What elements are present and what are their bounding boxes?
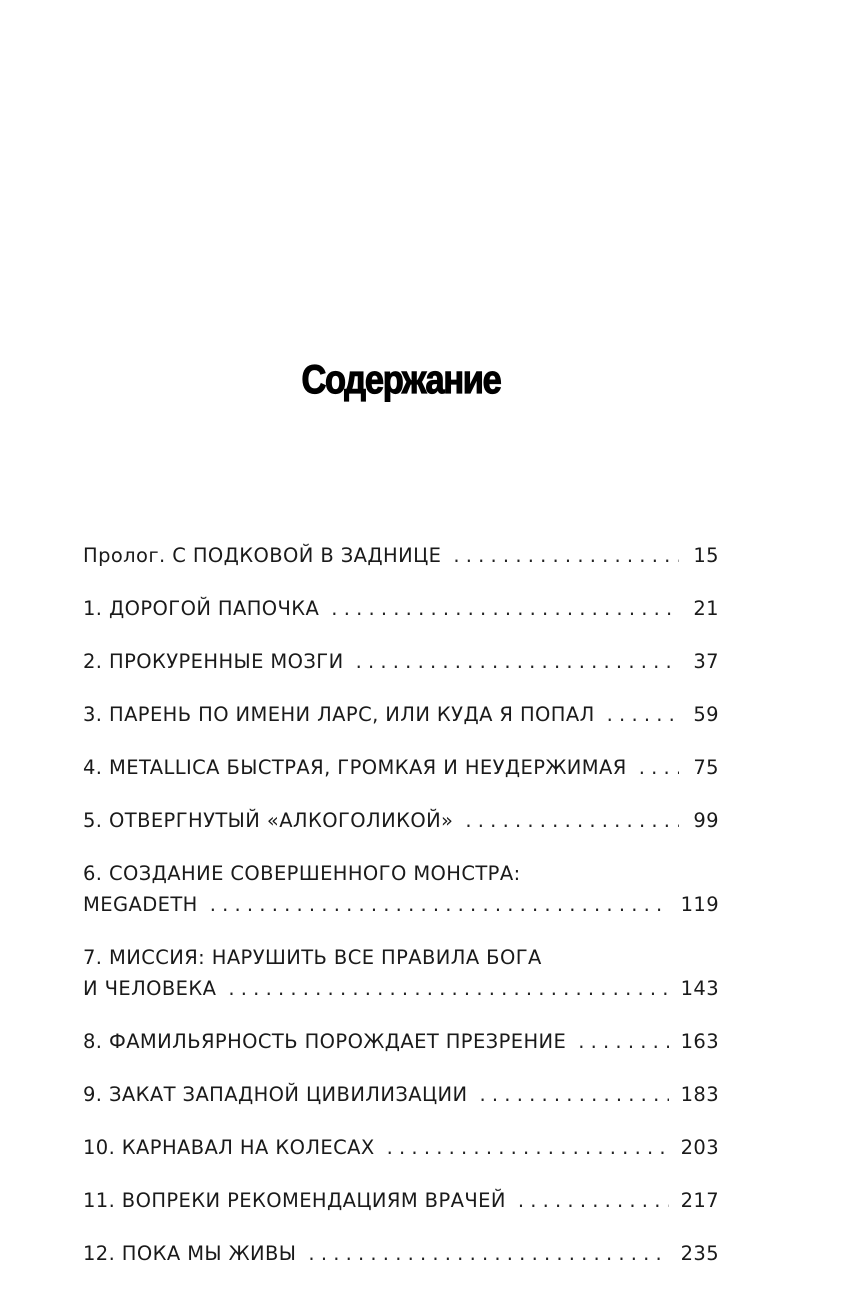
toc-line <box>83 593 719 624</box>
toc-line <box>83 973 719 1004</box>
toc-entry-chapter-3 <box>83 699 719 730</box>
toc-entry-title: 3. ПАРЕНЬ ПО ИМЕНИ ЛАРС, ИЛИ КУДА Я ПОПАЛ <box>83 703 595 726</box>
toc-page-number: 183 <box>680 1083 719 1106</box>
toc-entry-chapter-11 <box>83 1185 719 1216</box>
toc-entry-title: 12. ПОКА МЫ ЖИВЫ <box>83 1242 297 1265</box>
toc-page-number: 21 <box>693 597 719 620</box>
dot-leader <box>578 1026 668 1057</box>
toc-entry-chapter-7 <box>83 942 719 1004</box>
toc-entry-title: 2. ПРОКУРЕННЫЕ МОЗГИ <box>83 650 344 673</box>
dot-leader <box>331 593 679 624</box>
toc-entry-title-line-1: 6. СОЗДАНИЕ СОВЕРШЕННОГО МОНСТРА: <box>83 862 521 885</box>
toc-entry-title-line-1: 7. МИССИЯ: НАРУШИТЬ ВСЕ ПРАВИЛА БОГА <box>83 946 542 969</box>
toc-entry-title: И ЧЕЛОВЕКА <box>83 977 217 1000</box>
toc-entry-chapter-10 <box>83 1132 719 1163</box>
toc-entry-title: 11. ВОПРЕКИ РЕКОМЕНДАЦИЯМ ВРАЧЕЙ <box>83 1189 506 1212</box>
dot-leader <box>228 973 668 1004</box>
toc-line <box>83 646 719 677</box>
toc-entry-chapter-2 <box>83 646 719 677</box>
toc-line <box>83 540 719 571</box>
dot-leader <box>356 646 679 677</box>
toc-page-number: 75 <box>693 756 719 779</box>
toc-entry-chapter-12 <box>83 1238 719 1269</box>
toc-entry-title: 4. METALLICA БЫСТРАЯ, ГРОМКАЯ И НЕУДЕРЖИМАЯ <box>83 756 627 779</box>
dot-leader <box>465 805 679 836</box>
toc-entry-chapter-5 <box>83 805 719 836</box>
toc-page-number: 143 <box>680 977 719 1000</box>
toc-entry-title: 8. ФАМИЛЬЯРНОСТЬ ПОРОЖДАЕТ ПРЕЗРЕНИЕ <box>83 1030 567 1053</box>
page-title: Содержание <box>301 358 501 402</box>
toc-entry-title: Пролог. С ПОДКОВОЙ В ЗАДНИЦЕ <box>83 544 442 567</box>
dot-leader <box>210 889 669 920</box>
toc-entry-title: 5. ОТВЕРГНУТЫЙ «АЛКОГОЛИКОЙ» <box>83 809 454 832</box>
toc-entry-title: MEGADETH <box>83 893 198 916</box>
dot-leader <box>607 699 679 730</box>
toc-line <box>83 699 719 730</box>
toc-line <box>83 1132 719 1163</box>
toc-line <box>83 1185 719 1216</box>
toc-entry-chapter-6 <box>83 858 719 920</box>
toc-entry-chapter-8 <box>83 1026 719 1057</box>
dot-leader <box>453 540 679 571</box>
toc-entry-title: 9. ЗАКАТ ЗАПАДНОЙ ЦИВИЛИЗАЦИИ <box>83 1083 468 1106</box>
toc-entry-title: 10. КАРНАВАЛ НА КОЛЕСАХ <box>83 1136 375 1159</box>
dot-leader <box>387 1132 669 1163</box>
toc-entry-title: 1. ДОРОГОЙ ПАПОЧКА <box>83 597 320 620</box>
toc-line <box>83 1079 719 1110</box>
table-of-contents <box>83 540 719 1291</box>
toc-entry-chapter-4 <box>83 752 719 783</box>
toc-page-number: 163 <box>680 1030 719 1053</box>
toc-line <box>83 889 719 920</box>
toc-line <box>83 752 719 783</box>
toc-entry-chapter-1 <box>83 593 719 624</box>
toc-line <box>83 1026 719 1057</box>
toc-entry-chapter-9 <box>83 1079 719 1110</box>
toc-page-number: 119 <box>680 893 719 916</box>
toc-page-number: 15 <box>693 544 719 567</box>
dot-leader <box>308 1238 668 1269</box>
toc-page-number: 99 <box>693 809 719 832</box>
dot-leader <box>518 1185 669 1216</box>
dot-leader <box>480 1079 669 1110</box>
toc-page-number: 37 <box>693 650 719 673</box>
dot-leader <box>639 752 679 783</box>
toc-page-number: 59 <box>693 703 719 726</box>
toc-page-number: 217 <box>680 1189 719 1212</box>
toc-line <box>83 1238 719 1269</box>
toc-line <box>83 805 719 836</box>
toc-entry-prologue <box>83 540 719 571</box>
toc-page-number: 235 <box>680 1242 719 1265</box>
toc-page-number: 203 <box>680 1136 719 1159</box>
